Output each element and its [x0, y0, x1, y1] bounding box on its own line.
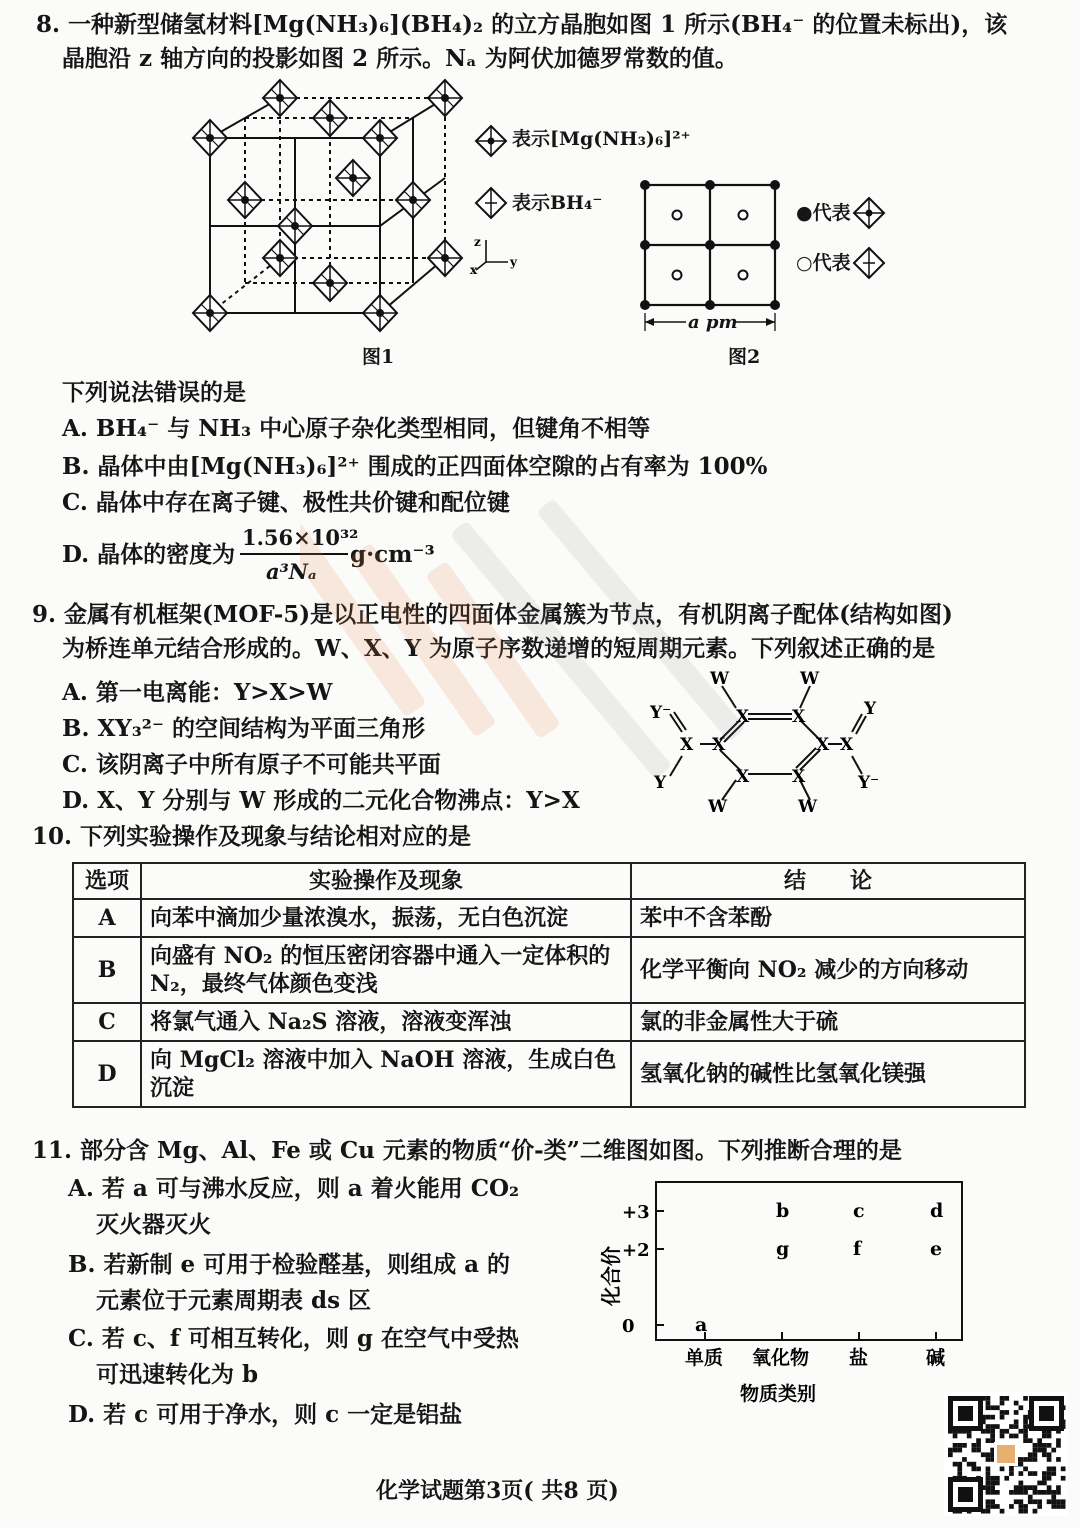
qr-code[interactable]: [944, 1392, 1068, 1516]
qr-module: [976, 1438, 981, 1443]
qr-module: [1023, 1396, 1028, 1401]
qr-module: [1033, 1499, 1038, 1504]
qr-module: [1037, 1448, 1042, 1453]
q11-option-b-line2: 元素位于元素周期表 ds 区: [96, 1287, 372, 1314]
qr-module: [1056, 1457, 1061, 1462]
axis-z-label: z: [474, 235, 481, 249]
qr-module: [1000, 1509, 1005, 1514]
qr-module: [1042, 1452, 1047, 1457]
row-option: B: [73, 937, 141, 1003]
header-operation: 实验操作及现象: [141, 863, 631, 899]
qr-module: [1019, 1504, 1024, 1509]
qr-module: [995, 1405, 1000, 1410]
q11-option-d[interactable]: D. 若 c 可用于净水，则 c 一定是铝盐: [68, 1401, 463, 1428]
x-axis-label: 物质类别: [740, 1383, 817, 1405]
fig2-legend-open: ○代表: [796, 252, 851, 274]
qr-module: [1000, 1396, 1005, 1401]
q9-option-d[interactable]: D. X、Y 分别与 W 形成的二元化合物沸点：Y>X: [62, 787, 580, 814]
q8-question: 下列说法错误的是: [62, 379, 246, 406]
qr-module: [986, 1396, 991, 1401]
q8-option-d-unit: g·cm⁻³: [350, 541, 435, 568]
qr-module: [990, 1405, 995, 1410]
y-right: Y: [864, 699, 877, 719]
qr-module: [1047, 1490, 1052, 1495]
data-point-a: a: [695, 1314, 708, 1336]
legend-bh4: 表示BH₄⁻: [512, 192, 603, 214]
y-tick-label: +2: [622, 1240, 650, 1261]
figure-2-caption: 图2: [728, 346, 761, 368]
qr-module: [1009, 1434, 1014, 1439]
qr-module: [967, 1434, 972, 1439]
axes-icon: [470, 232, 520, 274]
y-tick-label: +3: [622, 1202, 650, 1223]
row-conclusion: 氢氧化钠的碱性比氢氧化镁强: [631, 1041, 1025, 1107]
w-bottom-right: W: [798, 797, 818, 816]
q11-option-c-line1[interactable]: C. 若 c、f 可相互转化，则 g 在空气中受热: [68, 1325, 519, 1352]
qr-module: [1009, 1490, 1014, 1495]
qr-module: [962, 1457, 967, 1462]
qr-module: [1000, 1401, 1005, 1406]
qr-module: [1023, 1504, 1028, 1509]
qr-module: [986, 1452, 991, 1457]
q9-stem-line2: 为桥连单元结合形成的。W、X、Y 为原子序数递增的短周期元素。下列叙述正确的是: [62, 635, 936, 662]
qr-module: [1033, 1452, 1038, 1457]
qr-module: [1028, 1499, 1033, 1504]
qr-module: [1023, 1438, 1028, 1443]
qr-module: [990, 1481, 995, 1486]
qr-module: [1014, 1424, 1019, 1429]
qr-module: [1056, 1438, 1061, 1443]
qr-module: [1042, 1448, 1047, 1453]
qr-module: [972, 1443, 977, 1448]
y-tick-label: 0: [622, 1316, 635, 1337]
q8-option-b[interactable]: B. 晶体中由[Mg(NH₃)₆]²⁺ 围成的正四面体空隙的占有率为 100%: [62, 453, 768, 480]
qr-module: [972, 1462, 977, 1467]
qr-module: [953, 1448, 958, 1453]
qr-module: [986, 1509, 991, 1514]
qr-module: [1047, 1434, 1052, 1439]
qr-module: [1051, 1471, 1056, 1476]
qr-module: [990, 1424, 995, 1429]
qr-module: [1061, 1467, 1066, 1472]
qr-module: [967, 1462, 972, 1467]
table-row[interactable]: [73, 1041, 1025, 1107]
qr-module: [1042, 1476, 1047, 1481]
qr-module: [986, 1457, 991, 1462]
qr-module: [1023, 1424, 1028, 1429]
qr-module: [1004, 1476, 1009, 1481]
q9-stem-line1: 9. 金属有机框架(MOF-5)是以正电性的四面体金属簇为节点，有机阴离子配体(结构如图): [32, 601, 953, 628]
qr-module: [1019, 1471, 1024, 1476]
mg-complex-legend-icon: [474, 124, 508, 158]
qr-module: [1037, 1499, 1042, 1504]
data-point-e: e: [930, 1238, 943, 1260]
qr-module: [1042, 1434, 1047, 1439]
qr-module: [1033, 1443, 1038, 1448]
qr-module: [997, 1445, 1015, 1463]
data-point-g: g: [776, 1238, 790, 1260]
q11-option-c-line2: 可迅速转化为 b: [96, 1361, 259, 1388]
qr-module: [1061, 1476, 1066, 1481]
qr-module: [1033, 1490, 1038, 1495]
qr-module: [972, 1448, 977, 1453]
qr-module: [986, 1490, 991, 1495]
qr-module: [1047, 1443, 1052, 1448]
qr-module: [1019, 1457, 1024, 1462]
qr-module: [1014, 1420, 1019, 1425]
qr-module: [986, 1438, 991, 1443]
qr-module: [1039, 1406, 1054, 1421]
qr-module: [1042, 1443, 1047, 1448]
qr-module: [986, 1415, 991, 1420]
qr-module: [953, 1462, 958, 1467]
q9-option-c[interactable]: C. 该阴离子中所有原子不可能共平面: [62, 751, 441, 778]
qr-module: [1042, 1481, 1047, 1486]
qr-module: [981, 1452, 986, 1457]
qr-module: [1000, 1415, 1005, 1420]
qr-module: [1000, 1434, 1005, 1439]
qr-module: [986, 1405, 991, 1410]
x-tick-label: 碱: [926, 1347, 946, 1369]
row-conclusion: 化学平衡向 NO₂ 减少的方向移动: [631, 937, 1025, 1003]
qr-module: [957, 1448, 962, 1453]
x-tick-label: 氧化物: [752, 1347, 810, 1369]
qr-module: [1014, 1490, 1019, 1495]
qr-module: [1047, 1457, 1052, 1462]
header-conclusion: 结 论: [631, 863, 1025, 899]
qr-module: [1014, 1434, 1019, 1439]
qr-module: [1037, 1504, 1042, 1509]
ligand-structure: [640, 664, 890, 816]
qr-module: [1009, 1424, 1014, 1429]
w-top-left: W: [710, 669, 730, 689]
qr-module: [990, 1476, 995, 1481]
qr-module: [995, 1504, 1000, 1509]
carboxyl-carbon-right: X: [840, 735, 854, 755]
qr-module: [976, 1467, 981, 1472]
q9-option-a[interactable]: A. 第一电离能：Y>X>W: [62, 679, 333, 706]
axis-x-label: x: [470, 263, 478, 274]
qr-module: [1028, 1457, 1033, 1462]
q8-option-a[interactable]: A. BH₄⁻ 与 NH₃ 中心原子杂化类型相同，但键角不相等: [62, 415, 651, 442]
qr-module: [1019, 1462, 1024, 1467]
qr-module: [957, 1467, 962, 1472]
page-footer: 化学试题第3页( 共8 页): [376, 1478, 619, 1504]
qr-module: [1051, 1499, 1056, 1504]
qr-module: [1033, 1471, 1038, 1476]
legend-mg-complex: 表示[Mg(NH₃)₆]²⁺: [512, 128, 691, 150]
row-option: A: [73, 899, 141, 937]
y-minus-left: Y⁻: [650, 703, 672, 723]
qr-module: [1000, 1410, 1005, 1415]
qr-module: [990, 1434, 995, 1439]
qr-module: [1023, 1420, 1028, 1425]
qr-module: [1047, 1499, 1052, 1504]
qr-module: [1056, 1490, 1061, 1495]
fig2-open-legend-icon: [852, 246, 886, 280]
ring-atom-x5: X: [736, 767, 750, 787]
qr-module: [995, 1424, 1000, 1429]
qr-module: [1047, 1471, 1052, 1476]
qr-module: [1033, 1509, 1038, 1514]
qr-module: [1033, 1485, 1038, 1490]
figure-2-dimension: a pm: [688, 312, 738, 333]
qr-module: [990, 1499, 995, 1504]
bh4-legend-icon: [474, 186, 508, 220]
q10-stem: 10. 下列实验操作及现象与结论相对应的是: [32, 823, 472, 850]
qr-module: [1019, 1509, 1024, 1514]
table-header-row: [73, 863, 1025, 899]
qr-module: [1037, 1481, 1042, 1486]
row-operation: 将氯气通入 Na₂S 溶液，溶液变浑浊: [141, 1003, 631, 1041]
header-option: 选项: [73, 863, 141, 899]
qr-module: [1042, 1471, 1047, 1476]
qr-module: [1051, 1448, 1056, 1453]
qr-module: [986, 1401, 991, 1406]
qr-module: [1047, 1476, 1052, 1481]
valence-class-chart: [590, 1176, 980, 1406]
qr-module: [1056, 1499, 1061, 1504]
q8-option-d-denominator: a³Nₐ: [266, 559, 317, 584]
qr-module: [1061, 1504, 1066, 1509]
q11-option-a-line1[interactable]: A. 若 a 可与沸水反应，则 a 着火能用 CO₂: [68, 1175, 520, 1202]
qr-module: [1000, 1429, 1005, 1434]
qr-module: [957, 1443, 962, 1448]
qr-module: [957, 1471, 962, 1476]
qr-module: [986, 1481, 991, 1486]
qr-module: [1019, 1490, 1024, 1495]
qr-module: [1056, 1504, 1061, 1509]
data-point-f: f: [853, 1238, 862, 1260]
qr-module: [1056, 1443, 1061, 1448]
axis-y-label: y: [510, 255, 517, 269]
qr-module: [976, 1443, 981, 1448]
ring-atom-x2: X: [792, 707, 806, 727]
qr-module: [1023, 1490, 1028, 1495]
row-option: D: [73, 1041, 141, 1107]
qr-module: [986, 1467, 991, 1472]
data-point-d: d: [930, 1200, 944, 1222]
q11-option-a-line2: 灭火器灭火: [96, 1211, 211, 1238]
qr-module: [1047, 1485, 1052, 1490]
q11-option-b-line1[interactable]: B. 若新制 e 可用于检验醛基，则组成 a 的: [68, 1251, 511, 1278]
q11-stem: 11. 部分含 Mg、Al、Fe 或 Cu 元素的物质“价-类”二维图如图。下列推断合理的是: [32, 1137, 902, 1164]
qr-module: [1023, 1467, 1028, 1472]
ring-atom-x3: X: [816, 735, 830, 755]
qr-module: [986, 1429, 991, 1434]
qr-module: [1051, 1490, 1056, 1495]
qr-module: [958, 1487, 973, 1502]
w-top-right: W: [800, 669, 820, 689]
qr-module: [1023, 1485, 1028, 1490]
qr-module: [1014, 1410, 1019, 1415]
qr-module: [1023, 1509, 1028, 1514]
qr-module: [948, 1452, 953, 1457]
qr-module: [1023, 1415, 1028, 1420]
qr-module: [976, 1448, 981, 1453]
qr-module: [1004, 1410, 1009, 1415]
qr-module: [1033, 1457, 1038, 1462]
qr-module: [957, 1462, 962, 1467]
qr-module: [990, 1490, 995, 1495]
q8-option-c[interactable]: C. 晶体中存在离子键、极性共价键和配位键: [62, 489, 510, 516]
fig2-legend-filled: ●代表: [796, 202, 851, 224]
qr-module: [995, 1490, 1000, 1495]
qr-module: [995, 1476, 1000, 1481]
qr-module: [1009, 1467, 1014, 1472]
qr-module: [1019, 1485, 1024, 1490]
x-tick-label: 单质: [685, 1347, 724, 1369]
qr-module: [995, 1481, 1000, 1486]
qr-module: [1028, 1485, 1033, 1490]
table-row[interactable]: [73, 1003, 1025, 1041]
qr-module: [1028, 1471, 1033, 1476]
ring-atom-x1: X: [736, 707, 750, 727]
figure-1-caption: 图1: [362, 346, 395, 368]
row-conclusion: 氯的非金属性大于硫: [631, 1003, 1025, 1041]
qr-module: [1019, 1429, 1024, 1434]
qr-module: [1028, 1438, 1033, 1443]
data-point-b: b: [776, 1200, 790, 1222]
qr-module: [1051, 1504, 1056, 1509]
qr-module: [1028, 1452, 1033, 1457]
qr-module: [1033, 1448, 1038, 1453]
qr-module: [986, 1424, 991, 1429]
row-operation: 向盛有 NO₂ 的恒压密闭容器中通入一定体积的 N₂，最终气体颜色变浅: [141, 937, 631, 1003]
q8-option-d-numerator: 1.56×10³²: [242, 525, 359, 550]
qr-module: [1004, 1396, 1009, 1401]
qr-module: [1009, 1471, 1014, 1476]
qr-module: [1014, 1401, 1019, 1406]
qr-module: [1051, 1495, 1056, 1500]
row-option: C: [73, 1003, 141, 1041]
qr-module: [990, 1485, 995, 1490]
qr-module: [972, 1467, 977, 1472]
row-operation: 向苯中滴加少量浓溴水，振荡，无白色沉淀: [141, 899, 631, 937]
qr-module: [1023, 1457, 1028, 1462]
qr-module: [986, 1499, 991, 1504]
row-operation: 向 MgCl₂ 溶液中加入 NaOH 溶液，生成白色沉淀: [141, 1041, 631, 1107]
qr-module: [948, 1448, 953, 1453]
table-row[interactable]: [73, 899, 1025, 937]
table-row[interactable]: [73, 937, 1025, 1003]
qr-module: [953, 1434, 958, 1439]
x-tick-label: 盐: [849, 1347, 869, 1369]
qr-module: [1042, 1490, 1047, 1495]
qr-module: [1047, 1452, 1052, 1457]
y-axis-label: 化合价: [599, 1246, 623, 1306]
data-point-c: c: [853, 1200, 865, 1222]
qr-module: [1051, 1467, 1056, 1472]
figure-1-unit-cell: [185, 78, 475, 340]
qr-module: [990, 1429, 995, 1434]
qr-module: [1047, 1467, 1052, 1472]
fig2-filled-legend-icon: [852, 196, 886, 230]
qr-module: [1023, 1429, 1028, 1434]
ring-atom-x6: X: [712, 735, 726, 755]
qr-module: [1014, 1499, 1019, 1504]
q8-option-d[interactable]: D. 晶体的密度为: [62, 541, 236, 568]
y-minus-right: Y⁻: [858, 773, 880, 793]
qr-module: [1004, 1429, 1009, 1434]
qr-module: [986, 1504, 991, 1509]
carboxyl-carbon-left: X: [680, 735, 694, 755]
qr-module: [1019, 1405, 1024, 1410]
qr-module: [1023, 1434, 1028, 1439]
qr-module: [1019, 1499, 1024, 1504]
qr-module: [1061, 1499, 1066, 1504]
qr-module: [962, 1443, 967, 1448]
experiment-table: [72, 862, 1026, 1108]
qr-module: [1019, 1481, 1024, 1486]
qr-module: [986, 1485, 991, 1490]
qr-module: [1000, 1467, 1005, 1472]
qr-module: [1014, 1485, 1019, 1490]
qr-module: [958, 1406, 973, 1421]
ring-atom-x4: X: [792, 767, 806, 787]
qr-module: [1037, 1438, 1042, 1443]
qr-module: [1056, 1485, 1061, 1490]
qr-module: [1009, 1504, 1014, 1509]
q9-option-b[interactable]: B. XY₃²⁻ 的空间结构为平面三角形: [62, 715, 426, 742]
qr-module: [990, 1504, 995, 1509]
row-conclusion: 苯中不含苯酚: [631, 899, 1025, 937]
w-bottom-left: W: [708, 797, 728, 816]
qr-module: [953, 1443, 958, 1448]
qr-module: [1037, 1490, 1042, 1495]
qr-module: [986, 1476, 991, 1481]
qr-module: [1028, 1495, 1033, 1500]
qr-module: [986, 1471, 991, 1476]
q8-stem-line1: 8. 一种新型储氢材料[Mg(NH₃)₆](BH₄)₂ 的立方晶胞如图 1 所示(BH₄⁻ 的位置未标出)，该: [36, 11, 1008, 38]
fraction-bar: [240, 553, 348, 555]
qr-module: [1037, 1443, 1042, 1448]
qr-module: [990, 1415, 995, 1420]
y-left: Y: [654, 773, 667, 793]
q8-stem-line2: 晶胞沿 z 轴方向的投影如图 2 所示。Nₐ 为阿伏加德罗常数的值。: [62, 45, 738, 72]
